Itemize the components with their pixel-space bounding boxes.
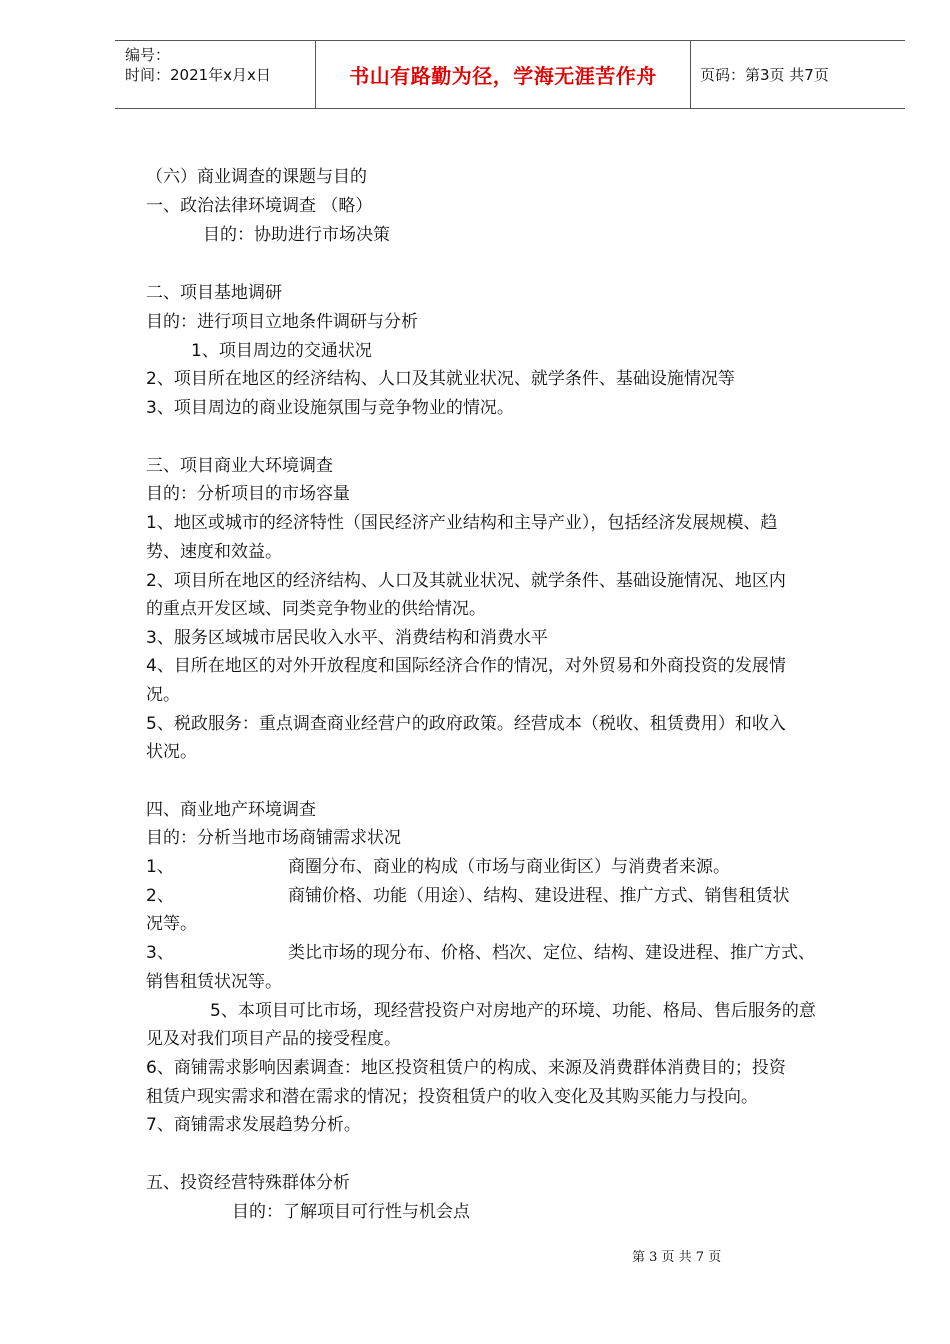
list-item: 2、项目所在地区的经济结构、人口及其就业状况、就学条件、基础设施情况、地区内	[146, 571, 786, 591]
list-item: 2、项目所在地区的经济结构、人口及其就业状况、就学条件、基础设施情况等	[146, 369, 735, 389]
header-divider	[690, 41, 691, 108]
list-item: 类比市场的现分布、价格、档次、定位、结构、建设进程、推广方式、	[288, 943, 815, 963]
list-item: 4、目所在地区的对外开放程度和国际经济合作的情况，对外贸易和外商投资的发展情	[146, 656, 786, 676]
list-item-continued: 的重点开发区域、同类竞争物业的供给情况。	[146, 599, 486, 619]
header-motto: 书山有路勤为径，学海无涯苦作舟	[349, 64, 657, 88]
section-heading: 三、项目商业大环境调查	[146, 456, 333, 476]
purpose-line: 目的：协助进行市场决策	[203, 225, 390, 245]
document-time-label: 时间：2021年x月x日	[125, 66, 271, 84]
list-item-continued: 况等。	[146, 914, 197, 934]
list-item: 3、服务区域城市居民收入水平、消费结构和消费水平	[146, 628, 548, 648]
purpose-line: 目的：进行项目立地条件调研与分析	[146, 312, 418, 332]
list-number: 3、	[146, 943, 174, 963]
list-item-continued: 状况。	[146, 742, 197, 762]
list-item: 1、地区或城市的经济特性（国民经济产业结构和主导产业），包括经济发展规模、趋	[146, 513, 778, 533]
list-item: 5、税政服务：重点调查商业经营户的政府政策。经营成本（税收、租赁费用）和收入	[146, 714, 786, 734]
header-meta	[125, 45, 271, 85]
list-item-continued: 况。	[146, 685, 180, 705]
list-item: 商铺价格、功能（用途）、结构、建设进程、推广方式、销售租赁状	[288, 886, 790, 906]
list-item: 3、项目周边的商业设施氛围与竞争物业的情况。	[146, 398, 514, 418]
section-heading: 四、商业地产环境调查	[146, 800, 316, 820]
list-item: 5、本项目可比市场，现经营投资户对房地产的环境、功能、格局、售后服务的意	[210, 1001, 816, 1021]
page-header	[115, 40, 905, 109]
list-item: 商圈分布、商业的构成（市场与商业街区）与消费者来源。	[288, 857, 730, 877]
list-item: 7、商铺需求发展趋势分析。	[146, 1115, 361, 1135]
list-number: 1、	[146, 857, 174, 877]
purpose-line: 目的：分析当地市场商铺需求状况	[146, 828, 401, 848]
purpose-line: 目的：了解项目可行性与机会点	[232, 1202, 470, 1222]
list-item: 1、项目周边的交通状况	[191, 341, 372, 361]
section-heading: 五、投资经营特殊群体分析	[146, 1173, 350, 1193]
list-item: 6、商铺需求影响因素调查：地区投资租赁户的构成、来源及消费群体消费目的；投资	[146, 1058, 786, 1078]
document-number-label: 编号：	[125, 46, 171, 64]
header-page-info: 页码：第3页 共7页	[700, 66, 829, 84]
section-heading: 一、政治法律环境调查 （略）	[146, 196, 373, 216]
list-item-continued: 销售租赁状况等。	[146, 972, 282, 992]
list-item-continued: 租赁户现实需求和潜在需求的情况；投资租赁户的收入变化及其购买能力与投向。	[146, 1087, 758, 1107]
list-item-continued: 势、速度和效益。	[146, 542, 282, 562]
section-heading: （六）商业调查的课题与目的	[146, 167, 367, 187]
section-heading: 二、项目基地调研	[146, 283, 282, 303]
list-item-continued: 见及对我们项目产品的接受程度。	[146, 1029, 401, 1049]
page-footer: 第 3 页 共 7 页	[632, 1250, 722, 1265]
list-number: 2、	[146, 886, 174, 906]
purpose-line: 目的：分析项目的市场容量	[146, 484, 350, 504]
